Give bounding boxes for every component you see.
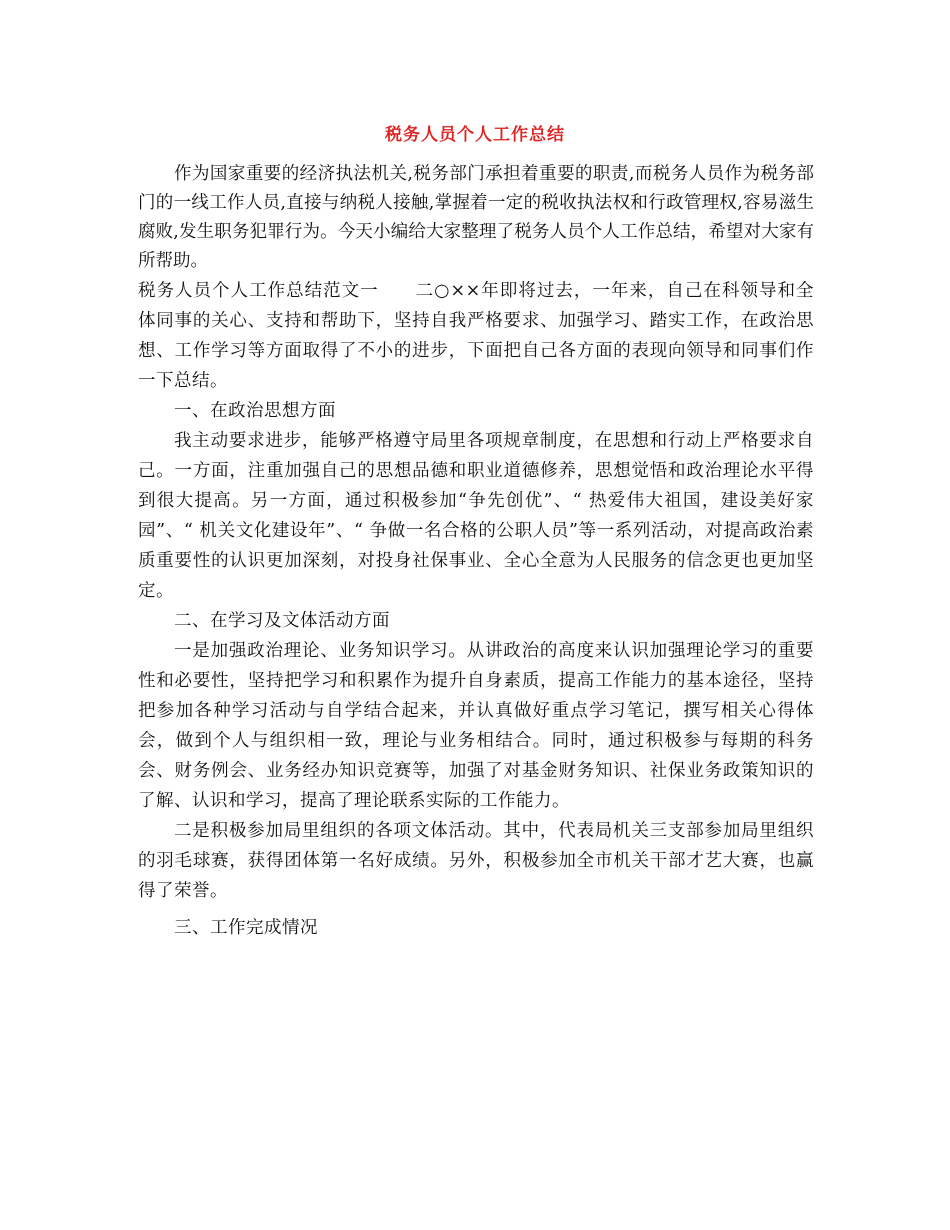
- politics-paragraph: 我主动要求进步，能够严格遵守局里各项规章制度，在思想和行动上严格要求自己。一方面，注重加强自己的思想品德和职业道德修养，思想觉悟和政治理论水平得到很大提高。另一方面，通过积极参加“争先创优”、“ 热爱伟大祖国，建设美好家园”、“ 机关文化建设年”、“ 争做一名合格的公职人员”等一系列活动，对提高政治素质重要性的认识更加深刻，对投身社保事业、全心全意为人民服务的信念更也更加坚定。: [138, 431, 814, 601]
- section-heading-study: 二、在学习及文体活动方面: [174, 611, 390, 631]
- section-heading-work: 三、工作完成情况: [174, 918, 318, 938]
- intro-paragraph: 作为国家重要的经济执法机关,税务部门承担着重要的职责,而税务人员作为税务部门的一线工作人员,直接与纳税人接触,掌握着一定的税收执法权和行政管理权,容易滋生腐败,发生职务犯罪行为。今天小编给大家整理了税务人员个人工作总结，希望对大家有所帮助。: [138, 164, 814, 271]
- section-heading-politics: 一、在政治思想方面: [174, 401, 336, 421]
- document-title: 税务人员个人工作总结: [385, 125, 565, 145]
- document-body: [138, 160, 814, 943]
- sample-one-paragraph: 税务人员个人工作总结范文一 二○××年即将过去，一年来，自己在科领导和全体同事的关心、支持和帮助下，坚持自我严格要求、加强学习、踏实工作，在政治思想、工作学习等方面取得了不小的进步，下面把自己各方面的表现向领导和同事们作一下总结。: [138, 281, 814, 391]
- activities-paragraph: 二是积极参加局里组织的各项文体活动。其中，代表局机关三支部参加局里组织的羽毛球赛，获得团体第一名好成绩。另外，积极参加全市机关干部才艺大赛，也赢得了荣誉。: [138, 821, 814, 901]
- study-paragraph: 一是加强政治理论、业务知识学习。从讲政治的高度来认识加强理论学习的重要性和必要性，坚持把学习和积累作为提升自身素质，提高工作能力的基本途径，坚持把参加各种学习活动与自学结合起来，并认真做好重点学习笔记，撰写相关心得体会，做到个人与组织相一致，理论与业务相结合。同时，通过积极参与每期的科务会、财务例会、业务经办知识竞赛等，加强了对基金财务知识、社保业务政策知识的了解、认识和学习，提高了理论联系实际的工作能力。: [138, 641, 814, 811]
